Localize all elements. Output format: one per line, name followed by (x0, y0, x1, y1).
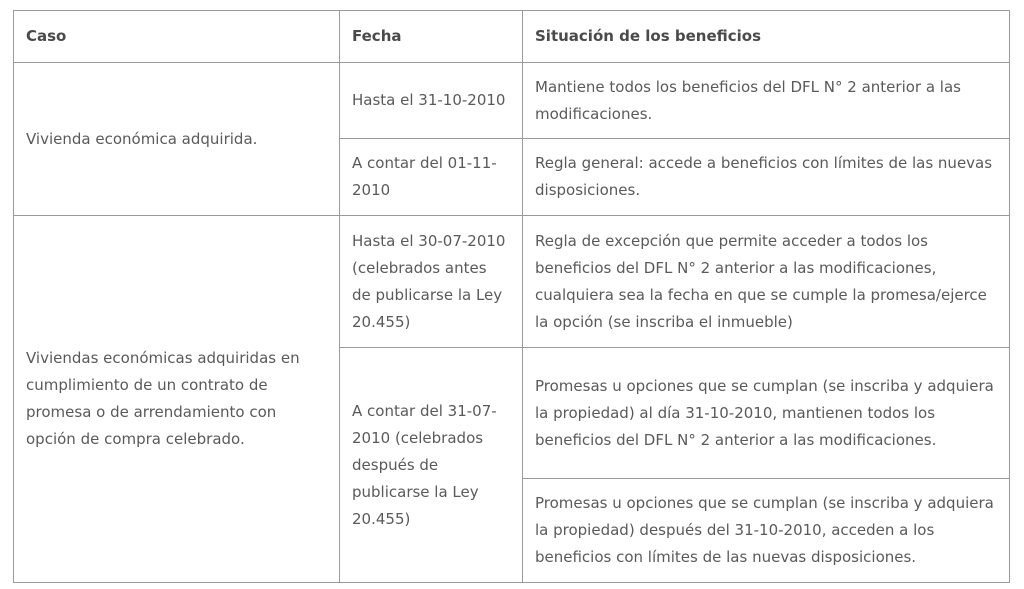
situacion-cell: Promesas u opciones que se cumplan (se inscriba y adquiera la propiedad) al día 31-10-2010, mantienen todos los beneficios del DFL N° 2 anterior a las modificaciones. (523, 348, 1010, 479)
caso-cell: Viviendas económicas adquiridas en cumplimiento de un contrato de promesa o de arrendamiento con opción de compra celebrado. (14, 216, 340, 583)
situacion-cell: Regla de excepción que permite acceder a todos los beneficios del DFL N° 2 anterior a las modificaciones, cualquiera sea la fecha en que se cumple la promesa/ejerce la opción (se inscriba el inmueble) (523, 216, 1010, 348)
situacion-cell: Regla general: accede a beneficios con límites de las nuevas disposiciones. (523, 139, 1010, 216)
situacion-cell: Promesas u opciones que se cumplan (se inscriba y adquiera la propiedad) después del 31-10-2010, acceden a los beneficios con límites de las nuevas disposiciones. (523, 479, 1010, 583)
situacion-cell: Mantiene todos los beneficios del DFL N° 2 anterior a las modificaciones. (523, 63, 1010, 139)
fecha-cell: A contar del 01-11-2010 (340, 139, 523, 216)
benefits-table (13, 10, 1010, 583)
header-caso: Caso (14, 11, 340, 63)
header-situacion: Situación de los beneficios (523, 11, 1010, 63)
fecha-cell: A contar del 31-07-2010 (celebrados después de publicarse la Ley 20.455) (340, 348, 523, 583)
header-row (14, 11, 1010, 63)
caso-cell: Vivienda económica adquirida. (14, 63, 340, 216)
table-row (14, 216, 1010, 348)
fecha-cell: Hasta el 31-10-2010 (340, 63, 523, 139)
header-fecha: Fecha (340, 11, 523, 63)
fecha-cell: Hasta el 30-07-2010 (celebrados antes de publicarse la Ley 20.455) (340, 216, 523, 348)
table-row (14, 63, 1010, 139)
